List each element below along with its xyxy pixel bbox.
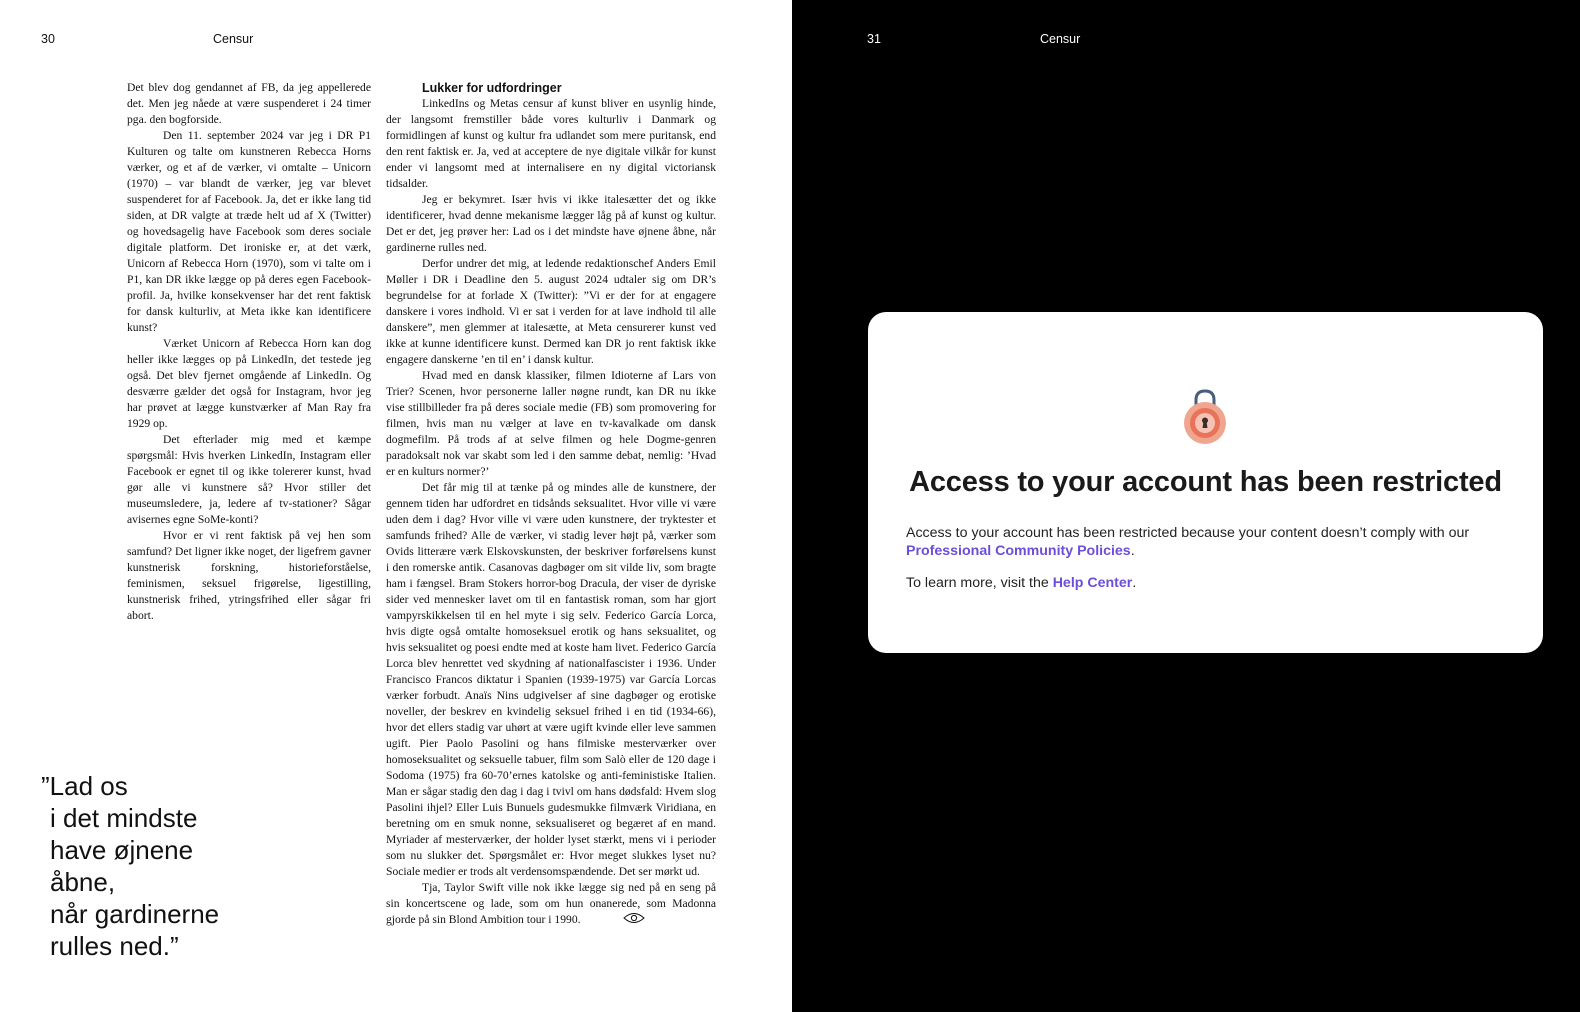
dialog-title: Access to your account has been restricted — [909, 466, 1502, 498]
restriction-text: Access to your account has been restricted because your content doesn’t comply with our — [906, 525, 1470, 541]
paragraph: Det blev dog gendannet af FB, da jeg appellerede det. Men jeg nåede at være suspenderet i 24 timer pga. den bogforside. — [127, 81, 371, 126]
paragraph: Det efterlader mig med et kæmpe spørgsmål: Hvis hverken LinkedIn, Instagram eller Facebook er egnet til og ikke tolererer kunst, hvad gør alle vi kunstnere så? Hvor stiller det museumsledere, ja, ledere af tv-stationer? Sågar avisernes egne SoMe-konti? — [127, 433, 371, 526]
pull-quote-line: i det mindste — [50, 803, 198, 833]
pull-quote-line: rulles ned.” — [50, 931, 179, 961]
pull-quote-line: åbne, — [50, 867, 116, 897]
paragraph: Værket Unicorn af Rebecca Horn kan dog heller ikke lægges op på LinkedIn, det testede jeg også. Det blev fjernet omgående af LinkedIn. Og desværre gælder det også for Instagram, hvor jeg har prøvet at lægge kunstværker af Man Ray fra 1929 op. — [127, 337, 371, 430]
article-column-2 — [386, 80, 716, 929]
page-number: 31 — [867, 32, 881, 46]
learn-more-text: To learn more, visit the — [906, 575, 1049, 591]
running-title: Censur — [213, 32, 254, 46]
account-restricted-dialog — [868, 312, 1543, 653]
paragraph: Hvor er vi rent faktisk på vej hen som samfund? Det ligner ikke noget, der ligefrem gavner kunstnerisk forskning, historieforståelse, feminismen, seksuel frigørelse, ligestilling, kunstnerisk frihed, ytringsfrihed eller sågar fri abort. — [127, 529, 371, 622]
paragraph: Derfor undrer det mig, at ledende redaktionschef Anders Emil Møller i DR i Deadline den 5. august 2024 udtaler sig om DR’s begrundelse for at forlade X (Twitter): ”Vi er der for at engagere danskere i vores indhold. Vi er sat i verden for at lave indhold til alle danskere”, men glemmer at italesætte, at Meta censurerer kunst ved ikke at kunne identificere kunst. Dermed kan DR jo rent faktisk ikke engagere danskerne ’en til en’ i dansk kultur. — [386, 257, 716, 366]
paragraph: Hvad med en dansk klassiker, filmen Idioterne af Lars von Trier? Scenen, hvor personerne laller nøgne rundt, kan DR nu ikke vise stillbilleder fra på deres sociale medie (FB) som promovering for filmen, hvis man nu vælger at lave en tv-kavalkade om dansk dogmefilm. På trods af at selve filmen og hele Dogme-genren paradoksalt nok var skabt som led i den samme debat, nemlig: ’Hvad er en kulturs normer?’ — [386, 369, 716, 478]
paragraph-text: Tja, Taylor Swift ville nok ikke lægge sig ned på en seng på sin koncertscene og lade, som om hun onanerede, som Madonna gjorde på sin Blond Ambition tour i 1990. — [386, 881, 716, 927]
paragraph-last — [386, 880, 716, 929]
pull-quote-line: have øjnene — [50, 835, 194, 865]
pull-quote-line: ”Lad os — [41, 771, 128, 801]
section-heading: Lukker for udfordringer — [422, 81, 562, 95]
restriction-end: . — [1130, 543, 1135, 559]
running-title: Censur — [1040, 32, 1081, 46]
right-page — [792, 0, 1580, 1012]
dialog-body — [906, 524, 1505, 592]
pull-quote — [41, 770, 321, 962]
restriction-message — [906, 524, 1505, 560]
paragraph: Den 11. september 2024 var jeg i DR P1 Kulturen og talte om kunstneren Rebecca Horns værker, og et af de værker, vi omtalte – Unicorn (1970) – var blandt de værker, jeg var blevet suspenderet for af Facebook. Ja, det er ikke lang tid siden, at DR valgte at træde helt ud af X (Twitter) og hovedsagelig have Facebook som deres sociale digitale platform. Det ironiske er, at det værk, Unicorn af Rebecca Horn (1970), som vi talte om i P1, kan DR ikke lægge op på deres egen Facebook-profil. Ja, hvilke konsekvenser har det rent faktisk for dansk kulturliv, at Meta ikke kan identificere kunst? — [127, 129, 371, 334]
paragraph: LinkedIns og Metas censur af kunst bliver en usynlig hinde, der langsomt fremstiller både vores kulturliv i Danmark og formidlingen af kunst og kultur fra udlandet som mere puritansk, end den rent faktisk er. Ja, ved at acceptere de nye digitale vilkår for kunst ender vi langsomt med at internalisere en ny digital victoriansk tidsalder. — [386, 97, 716, 190]
page-number: 30 — [41, 32, 55, 46]
learn-more-message — [906, 574, 1505, 592]
article-column-1 — [127, 80, 371, 624]
help-center-link[interactable]: Help Center — [1052, 575, 1133, 591]
paragraph: Jeg er bekymret. Især hvis vi ikke italesætter det og ikke identificerer, hvad denne mekanisme lægger låg på af kunst og kultur. Det er det, jeg prøver her: Lad os i det mindste have øjnene åbne, når gardinerne rulles ned. — [386, 193, 716, 254]
learn-more-end: . — [1132, 575, 1137, 591]
padlock-icon — [1181, 388, 1229, 451]
pull-quote-line: når gardinerne — [50, 899, 220, 929]
policy-link[interactable]: Professional Community Policies — [906, 543, 1131, 559]
paragraph: Det får mig til at tænke på og mindes alle de kunstnere, der gennem tiden har udfordret en tidsånds seksualitet. Hvor ville vi være uden dem i dag? Hvor ville vi være uden kunstnere, der tryktester et samfunds frihed? Alle de værker, vi stadig lever højt på, værker som Ovids litterære værk Elskovskunsten, der beskriver forførelsens kunst i den romerske antik. Casanovas dagbøger om sit vilde liv, som bragte ham i fængsel. Bram Stokers horror-bog Dracula, der viser de dyriske sider ved mennesker lavet om til en fantastisk roman, som har gjort vampyrskikkelsen til en hel myte i sig selv. Federico García Lorca, hvis digte også omtalte homoseksuel erotik og hans seksualitet, og hvis seksualitet og poesi endte med at koste ham livet. Federico García Lorca blev henrettet ved skydning af nationalfascister i 1936. Under Francisco Francos diktatur i Spanien (1939-1975) var García Lorcas værker forbudt. Anaïs Nins udgivelser af sine dagbøger og erotiske noveller, der beskrev en kvindelig seksuel frihed i en tid (1934-66), hvor det ellers stadig var uhørt at være ugift kvinde eller leve sammen ugift. Pier Paolo Pasolini og hans filmiske mesterværker over homoseksualitet og seksuelle tabuer, film som Salò eller de 120 dage i Sodoma (1975) fra 60-70’ernes katolske og anti-feministiske Italien. Man er sågar stadig den dag i dag i tvivl om hans dødsfald: Hvem slog Pasolini ihjel? Eller Luis Bunuels gudesmukke filmværk Viridiana, en beretning om en smuk nonne, seksualiseret og begæret af en mand. Myriader af mesterværker, der holder lyset stærkt, mens vi i perioder som nu slukker det. Spørgsmålet er: Hvor meget slukkes lyset nu? Sociale medier er trods alt verdensomspændende. Det ser mørkt ud. — [386, 481, 716, 878]
eye-icon — [587, 912, 645, 929]
